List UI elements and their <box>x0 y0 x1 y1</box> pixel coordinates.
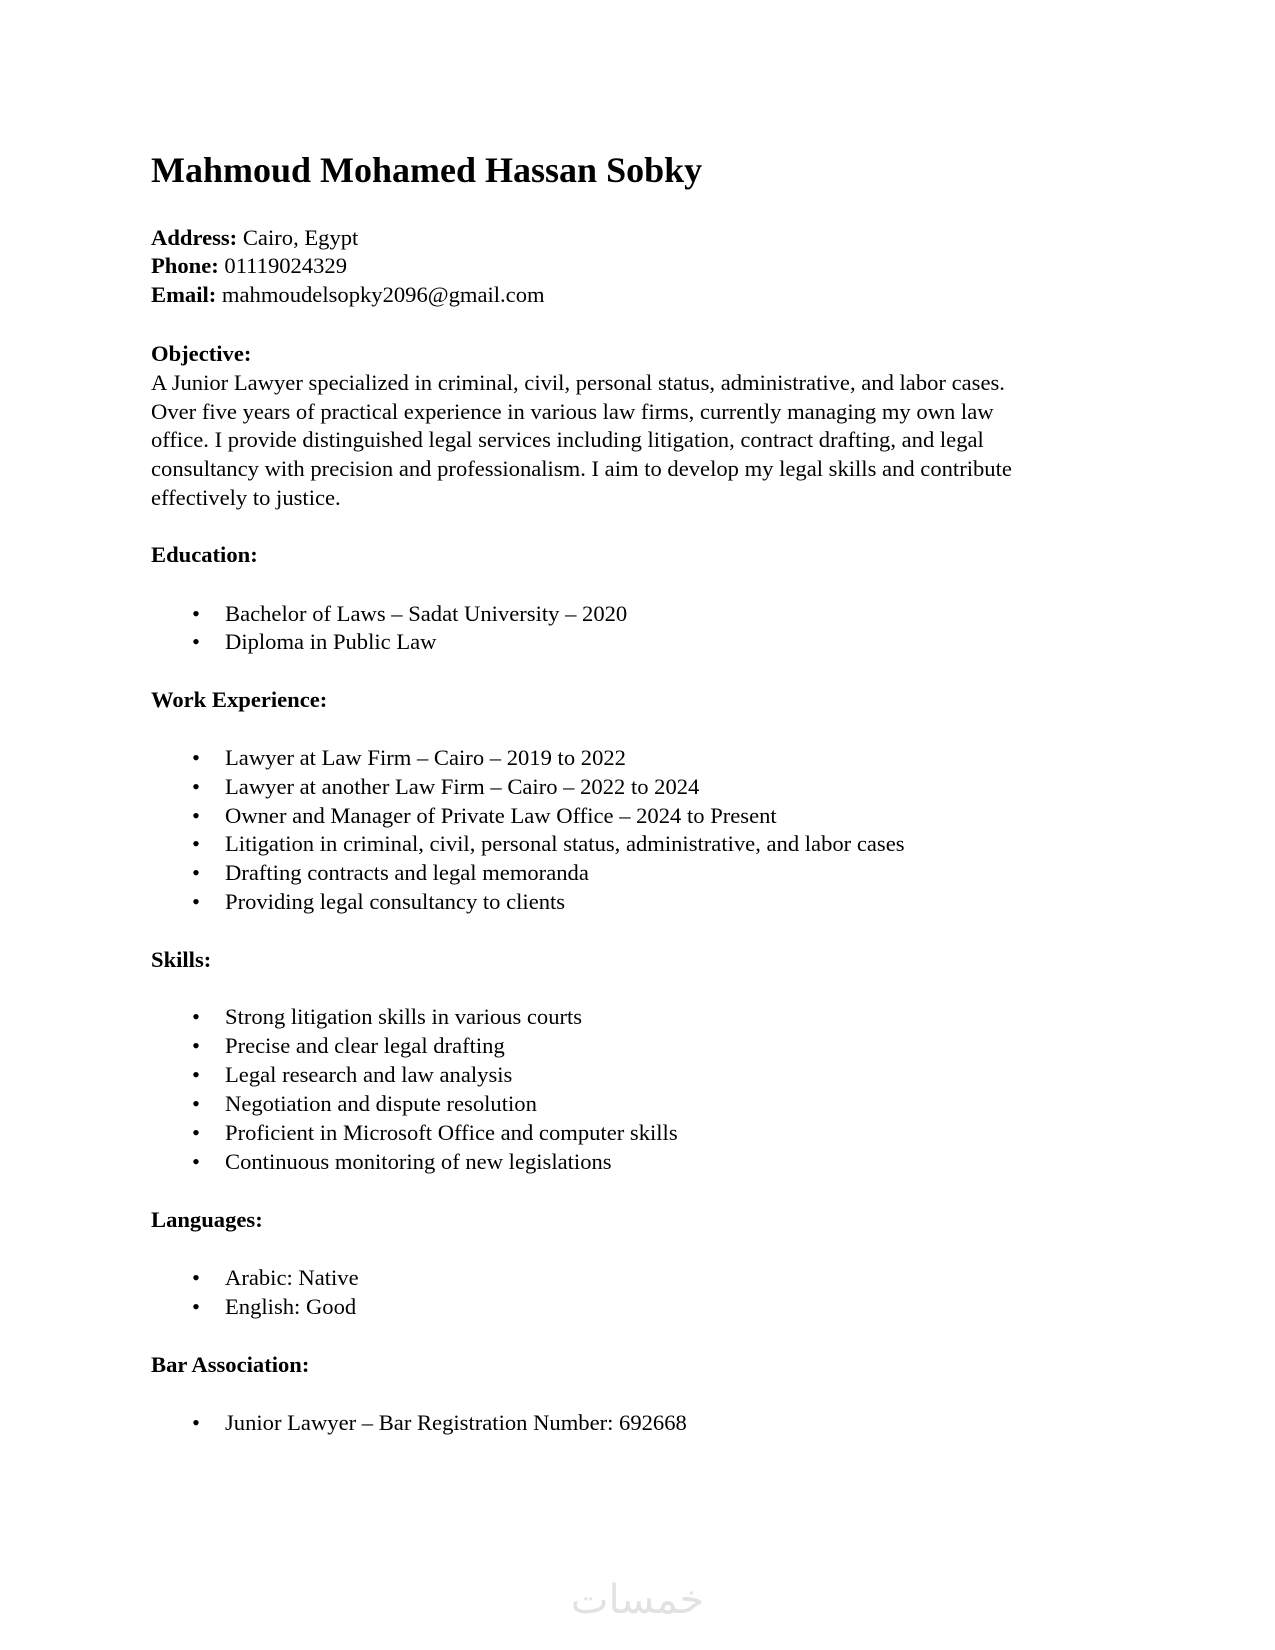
bullet-icon: • <box>192 1265 200 1290</box>
watermark-logo: خمسات <box>570 1577 705 1623</box>
bullet-icon: • <box>192 889 200 914</box>
list-item: Lawyer at another Law Firm – Cairo – 2022 to 2024 <box>225 774 700 799</box>
list-item: Owner and Manager of Private Law Office – 2024 to Present <box>225 803 777 828</box>
address-label: Address: <box>151 225 238 250</box>
address-value: Cairo, Egypt <box>237 225 359 250</box>
skills-heading: Skills: <box>151 947 212 972</box>
objective-line: effectively to justice. <box>151 485 341 510</box>
phone-value: 01119024329 <box>218 253 348 278</box>
bullet-icon: • <box>192 1062 200 1087</box>
contact-email <box>151 284 545 307</box>
email-value: mahmoudelsopky2096@gmail.com <box>216 282 545 307</box>
list-item: Diploma in Public Law <box>225 629 437 654</box>
contact-phone <box>151 255 347 278</box>
bullet-icon: • <box>192 1294 200 1319</box>
list-item: Providing legal consultancy to clients <box>225 889 566 914</box>
objective-heading: Objective: <box>151 341 252 366</box>
list-item: Arabic: Native <box>225 1265 359 1290</box>
list-item: Negotiation and dispute resolution <box>225 1091 537 1116</box>
resume-name: Mahmoud Mohamed Hassan Sobky <box>151 150 703 190</box>
list-item: Proficient in Microsoft Office and computer skills <box>225 1120 678 1145</box>
bullet-icon: • <box>192 745 200 770</box>
bullet-icon: • <box>192 601 200 626</box>
objective-line: office. I provide distinguished legal services including litigation, contract drafting, and legal <box>151 427 984 452</box>
bullet-icon: • <box>192 1149 200 1174</box>
bullet-icon: • <box>192 774 200 799</box>
list-item: Bachelor of Laws – Sadat University – 2020 <box>225 601 628 626</box>
list-item: Drafting contracts and legal memoranda <box>225 860 589 885</box>
objective-line: consultancy with precision and professionalism. I aim to develop my legal skills and contribute <box>151 456 1012 481</box>
phone-label: Phone: <box>151 253 219 278</box>
education-heading: Education: <box>151 542 258 567</box>
objective-line: A Junior Lawyer specialized in criminal, civil, personal status, administrative, and labor cases. <box>151 370 1005 395</box>
list-item: Litigation in criminal, civil, personal status, administrative, and labor cases <box>225 831 905 856</box>
languages-heading: Languages: <box>151 1207 263 1232</box>
work-heading: Work Experience: <box>151 687 328 712</box>
bar-heading: Bar Association: <box>151 1352 310 1377</box>
list-item: Continuous monitoring of new legislations <box>225 1149 612 1174</box>
list-item: Junior Lawyer – Bar Registration Number: 692668 <box>225 1410 687 1435</box>
contact-address <box>151 227 358 250</box>
bullet-icon: • <box>192 629 200 654</box>
list-item: English: Good <box>225 1294 357 1319</box>
bullet-icon: • <box>192 1033 200 1058</box>
list-item: Legal research and law analysis <box>225 1062 513 1087</box>
objective-line: Over five years of practical experience in various law firms, currently managing my own law <box>151 399 994 424</box>
bullet-icon: • <box>192 1120 200 1145</box>
bullet-icon: • <box>192 1410 200 1435</box>
list-item: Precise and clear legal drafting <box>225 1033 505 1058</box>
bullet-icon: • <box>192 1004 200 1029</box>
bullet-icon: • <box>192 1091 200 1116</box>
list-item: Lawyer at Law Firm – Cairo – 2019 to 2022 <box>225 745 626 770</box>
bullet-icon: • <box>192 831 200 856</box>
bullet-icon: • <box>192 803 200 828</box>
email-label: Email: <box>151 282 217 307</box>
bullet-icon: • <box>192 860 200 885</box>
list-item: Strong litigation skills in various courts <box>225 1004 583 1029</box>
